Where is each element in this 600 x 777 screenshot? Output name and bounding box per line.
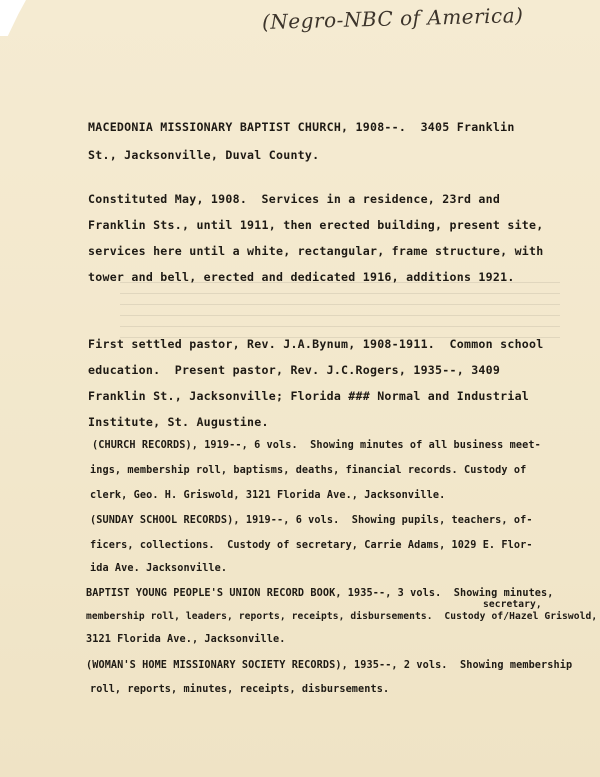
history-line-1: Constituted May, 1908. Services in a residence, 23rd and	[88, 192, 501, 206]
records-line-3: clerk, Geo. H. Griswold, 3121 Florida Ave., Jacksonville.	[90, 490, 446, 501]
records-line-2: ings, membership roll, baptisms, deaths, financial records. Custody of	[90, 465, 527, 476]
torn-corner	[0, 0, 26, 36]
records-line-5: ficers, collections. Custody of secretary, Carrie Adams, 1029 E. Flor-	[90, 540, 533, 551]
heading-line-2: St., Jacksonville, Duval County.	[88, 148, 320, 162]
pastors-line-1: First settled pastor, Rev. J.A.Bynum, 1908-1911. Common school	[88, 337, 544, 351]
history-line-2: Franklin Sts., until 1911, then erected building, present site,	[88, 218, 544, 232]
records-insertion: secretary,	[483, 599, 542, 610]
records-line-8: membership roll, leaders, reports, receipts, disbursements. Custody of/Hazel Griswold,	[86, 611, 598, 622]
pastors-line-3: Franklin St., Jacksonville; Florida ### Normal and Industrial	[88, 389, 530, 403]
handwritten-note: (Negro-NBC of America)	[261, 3, 524, 34]
records-line-11: roll, reports, minutes, receipts, disbursements.	[90, 684, 390, 695]
records-line-1: (CHURCH RECORDS), 1919--, 6 vols. Showing minutes of all business meet-	[92, 440, 541, 451]
history-line-4: tower and bell, erected and dedicated 1916, additions 1921.	[88, 270, 515, 284]
pastors-line-2: education. Present pastor, Rev. J.C.Rogers, 1935--, 3409	[88, 363, 501, 377]
records-line-10: (WOMAN'S HOME MISSIONARY SOCIETY RECORDS), 1935--, 2 vols. Showing membership	[86, 660, 573, 671]
heading-line-1: MACEDONIA MISSIONARY BAPTIST CHURCH, 1908--. 3405 Franklin	[88, 120, 515, 134]
records-line-6: ida Ave. Jacksonville.	[90, 563, 228, 574]
records-line-4: (SUNDAY SCHOOL RECORDS), 1919--, 6 vols. Showing pupils, teachers, of-	[90, 515, 533, 526]
pastors-line-4: Institute, St. Augustine.	[88, 415, 269, 429]
records-line-9: 3121 Florida Ave., Jacksonville.	[86, 634, 286, 645]
records-line-7: BAPTIST YOUNG PEOPLE'S UNION RECORD BOOK, 1935--, 3 vols. Showing minutes,	[86, 588, 554, 599]
bleed-through-text	[120, 282, 560, 342]
history-line-3: services here until a white, rectangular, frame structure, with	[88, 244, 544, 258]
